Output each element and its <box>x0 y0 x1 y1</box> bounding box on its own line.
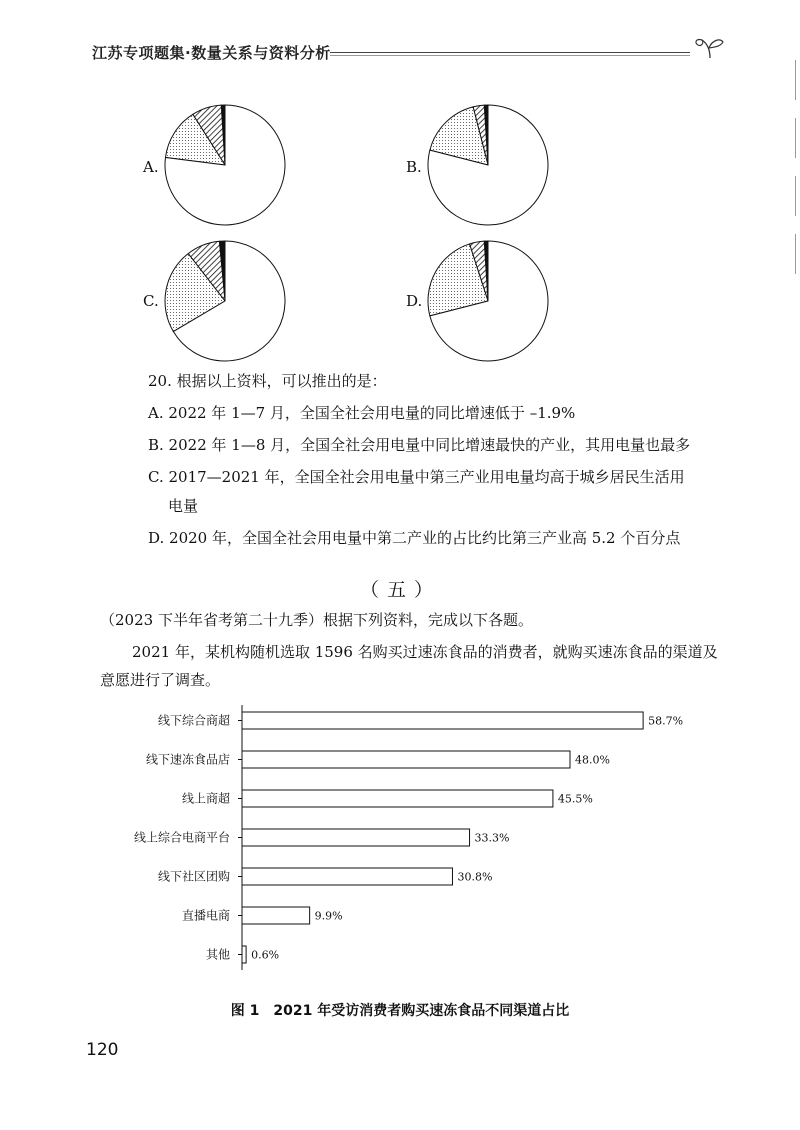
section-source: （2023 下半年省考第二十九季）根据下列资料，完成以下各题。 <box>100 611 533 629</box>
chart-value-label: 0.6% <box>251 948 280 962</box>
pie-chart-c <box>160 236 290 366</box>
question-20-option-b: B. 2022 年 1—8 月，全国全社会用电量中同比增速最快的产业，其用电量也最多 <box>148 436 691 454</box>
chart-bar <box>242 829 470 846</box>
chart-category-label: 其他 <box>205 947 230 962</box>
chart-value-label: 30.8% <box>457 870 493 884</box>
chart-bar <box>242 868 452 885</box>
question-20-option-c: C. 2017—2021 年，全国全社会用电量中第三产业用电量均高于城乡居民生活用 <box>148 468 685 486</box>
page-number: 120 <box>86 1040 119 1060</box>
channel-bar-chart <box>0 700 800 980</box>
chart-bar <box>242 946 246 963</box>
chart-bar <box>242 751 570 768</box>
pie-chart-a <box>160 100 290 230</box>
chart-value-label: 33.3% <box>474 831 510 845</box>
pie-option-b-label: B. <box>406 158 422 176</box>
question-20-option-c-continued: 电量 <box>168 497 199 515</box>
section-intro: 2021 年，某机构随机选取 1596 名购买过速冻食品的消费者，就购买速冻食品的渠道及意愿进行了调查。 <box>100 643 718 689</box>
chart-category-label: 线下综合商超 <box>157 713 230 728</box>
pie-chart-b <box>423 100 553 230</box>
chart-value-label: 45.5% <box>557 792 593 806</box>
chart-value-label: 58.7% <box>648 714 684 728</box>
header-title: 江苏专项题集·数量关系与资料分析 <box>92 44 331 62</box>
chart-category-label: 线下速冻食品店 <box>145 752 230 767</box>
chart-bar <box>242 790 553 807</box>
chart-category-label: 线上商超 <box>181 791 230 806</box>
question-20-stem: 20. 根据以上资料，可以推出的是： <box>148 372 387 390</box>
chart-category-label: 直播电商 <box>181 908 230 923</box>
header-rule <box>330 52 690 53</box>
chart-caption: 图 1 2021 年受访消费者购买速冻食品不同渠道占比 <box>230 1003 570 1019</box>
question-20-option-a: A. 2022 年 1—7 月，全国全社会用电量的同比增速低于 –1.9% <box>148 404 576 422</box>
pie-option-a-label: A. <box>143 158 159 176</box>
question-20-option-d: D. 2020 年，全国全社会用电量中第二产业的占比约比第三产业高 5.2 个百分点 <box>148 529 681 547</box>
chart-value-label: 48.0% <box>575 753 610 767</box>
chart-bar <box>242 907 310 924</box>
chart-value-label: 9.9% <box>314 909 343 923</box>
pie-option-c-label: C. <box>143 292 159 310</box>
header-rule-thin <box>330 55 690 56</box>
section-title: （五） <box>360 579 442 601</box>
sprout-icon <box>690 30 730 60</box>
pie-option-d-label: D. <box>406 292 423 310</box>
chart-category-label: 线下社区团购 <box>157 869 230 884</box>
pie-chart-d <box>423 236 553 366</box>
chart-category-label: 线上综合电商平台 <box>133 830 230 845</box>
page-edge-marks <box>791 60 797 292</box>
chart-bar <box>242 712 643 729</box>
